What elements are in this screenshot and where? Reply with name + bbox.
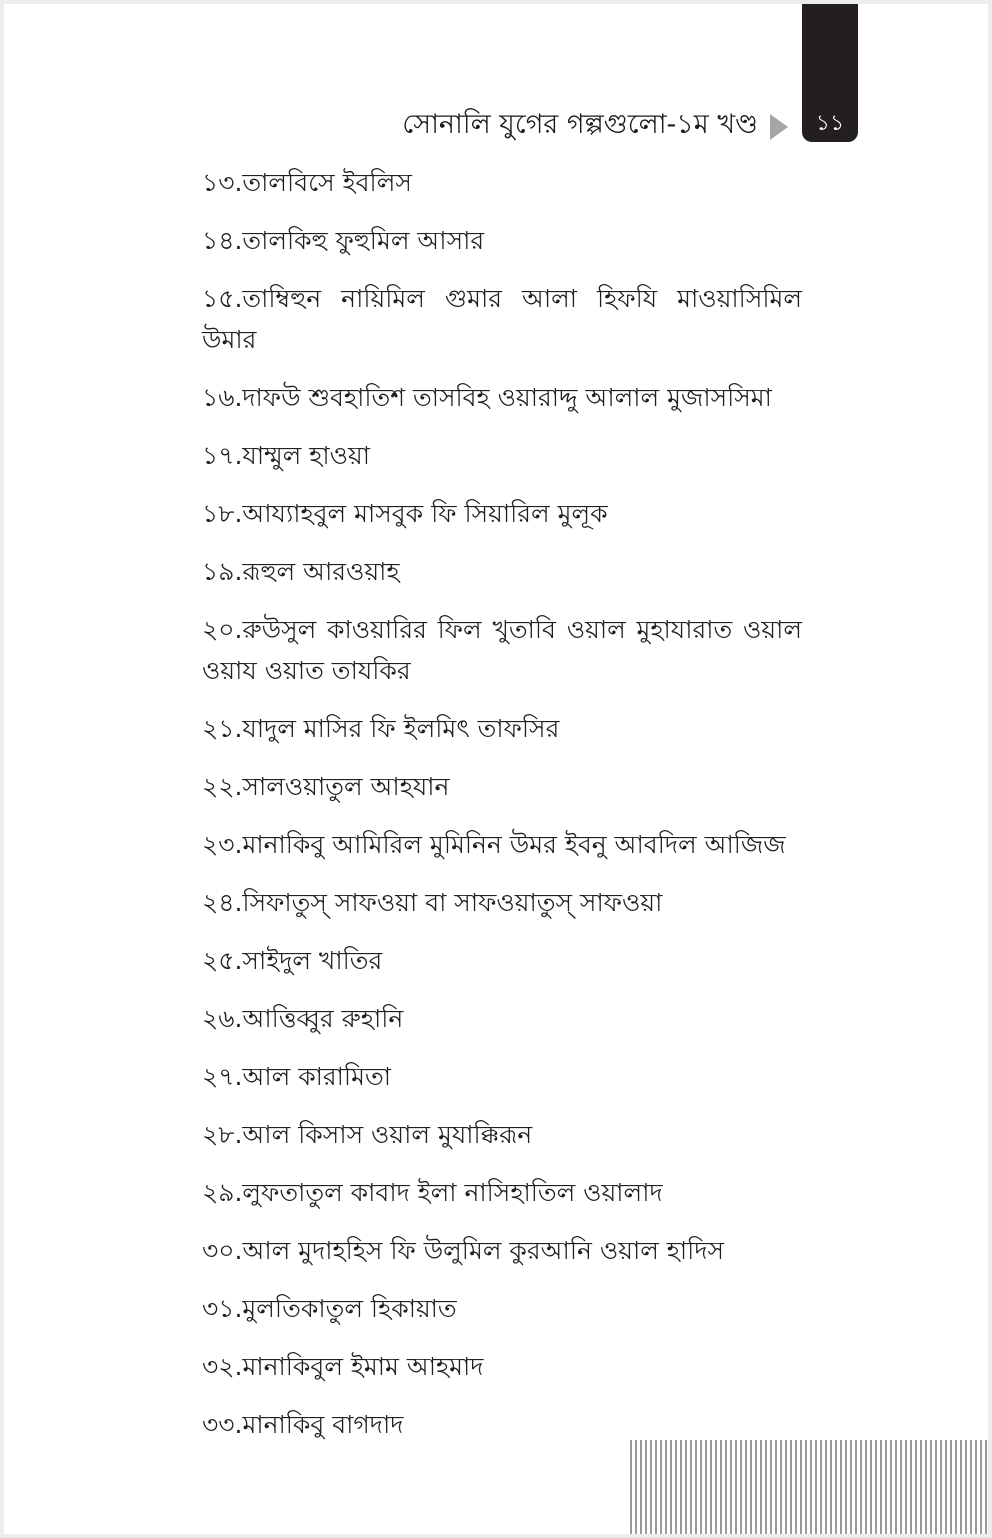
toc-item-22: ২২.সালওয়াতুল আহযান — [202, 772, 450, 801]
toc-item-19: ১৯.রূহুল আরওয়াহ — [202, 557, 400, 586]
toc-item-13: ১৩.তালবিসে ইবলিস — [202, 168, 412, 197]
toc-item-20: ২০.রুউসুল কাওয়ারির ফিল খুতাবি ওয়াল মুহাযারাত ওয়াল ওয়ায ওয়াত তাযকির — [202, 615, 802, 685]
toc-item-17: ১৭.যাম্মুল হাওয়া — [202, 441, 370, 470]
toc-item-29: ২৯.লুফতাতুল কাবাদ ইলা নাসিহাতিল ওয়ালাদ — [202, 1178, 663, 1207]
toc-item-32: ৩২.মানাকিবুল ইমাম আহমাদ — [202, 1352, 484, 1381]
toc-item-14: ১৪.তালকিহু ফুহুমিল আসার — [202, 226, 485, 255]
toc-item-28: ২৮.আল কিসাস ওয়াল মুযাক্কিরূন — [202, 1120, 533, 1149]
page-number: ১১ — [815, 111, 845, 136]
toc-item-25: ২৫.সাইদুল খাতির — [202, 946, 383, 975]
toc-item-31: ৩১.মুলতিকাতুল হিকায়াত — [202, 1294, 457, 1323]
toc-item-23: ২৩.মানাকিবু আমিরিল মুমিনিন উমর ইবনু আবদিল আজিজ — [202, 830, 786, 859]
toc-item-16: ১৬.দাফউ শুবহাতিশ তাসবিহ ওয়ারাদ্দু আলাল মুজাসসিমা — [202, 383, 772, 412]
toc-list — [202, 162, 802, 1462]
toc-item-24: ২৪.সিফাতুস্ সাফওয়া বা সাফওয়াতুস্ সাফওয়া — [202, 888, 663, 917]
decorative-stripes — [630, 1440, 988, 1534]
book-page — [4, 4, 988, 1534]
toc-item-26: ২৬.আত্তিব্বুর রুহানি — [202, 1004, 404, 1033]
toc-item-33: ৩৩.মানাকিবু বাগদাদ — [202, 1410, 404, 1439]
toc-item-15: ১৫.তাম্বিহুন নায়িমিল গুমার আলা হিফযি মাওয়াসিমিল উমার — [202, 284, 802, 354]
toc-item-27: ২৭.আল কারামিতা — [202, 1062, 391, 1091]
toc-item-18: ১৮.আয্যাহবুল মাসবুক ফি সিয়ারিল মুলূক — [202, 499, 608, 528]
triangle-right-icon — [770, 114, 788, 140]
toc-item-30: ৩০.আল মুদাহহিস ফি উলুমিল কুরআনি ওয়াল হাদিস — [202, 1236, 724, 1265]
book-title-header: সোনালি যুগের গল্পগুলো-১ম খণ্ড — [402, 109, 758, 140]
toc-item-21: ২১.যাদুল মাসির ফি ইলমিৎ তাফসির — [202, 714, 560, 743]
page-number-tab — [802, 4, 858, 142]
